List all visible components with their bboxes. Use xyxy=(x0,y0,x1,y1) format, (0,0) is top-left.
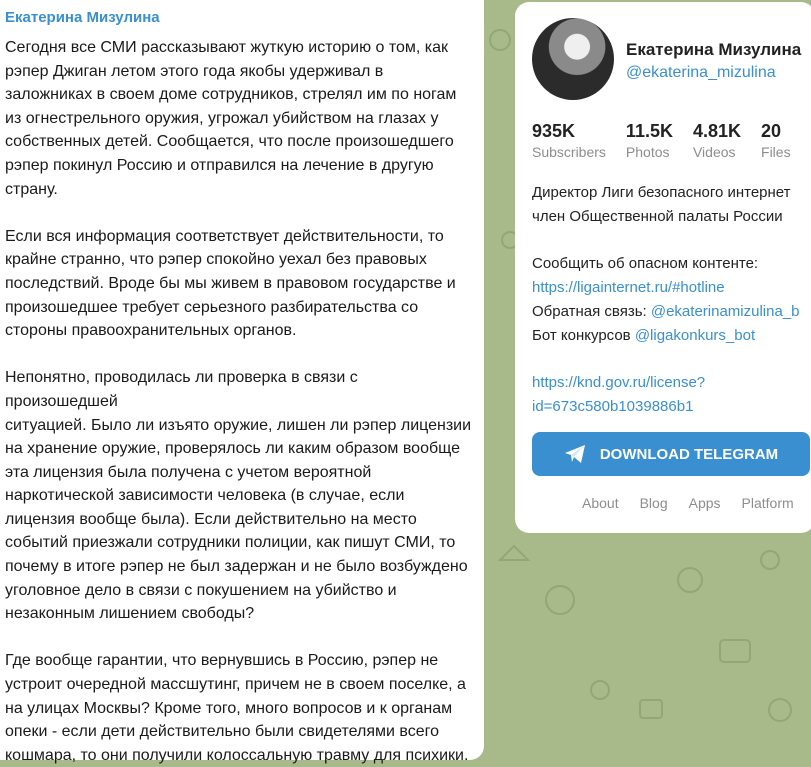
stat-label: Subscribers xyxy=(532,144,606,160)
report-text: Сообщить об опасном контенте: xyxy=(532,255,759,272)
channel-stats xyxy=(532,120,811,162)
post-line: собственных детей. Сообщается, что после произошедшего xyxy=(5,133,454,151)
post-paragraph xyxy=(5,649,474,767)
post-line: почему в итоге рэпер не был задержан и не было возбуждено xyxy=(5,558,468,576)
license-link-cont[interactable]: id=673c580b1039886b1 xyxy=(532,398,694,415)
post-line: кошмара, то они получили колоссальную травму для психики. xyxy=(5,746,469,764)
post-text xyxy=(5,36,474,767)
post-line: рэпер Джиган летом этого года якобы удерживал в xyxy=(5,62,384,80)
stat-files xyxy=(761,120,791,162)
channel-name: Екатерина Мизулина xyxy=(626,40,802,59)
stat-value: 11.5K xyxy=(625,121,673,141)
post-line: последствий. Вроде бы мы живем в правовом государстве и xyxy=(5,274,456,292)
post-line: эта лицензия была получена с учетом вероятной xyxy=(5,463,372,481)
footer-link-apps[interactable]: Apps xyxy=(688,495,721,511)
post-author[interactable]: Екатерина Мизулина xyxy=(5,9,160,26)
post-line: Сегодня все СМИ рассказывают жуткую историю о том, как xyxy=(5,39,449,56)
post-line: лицензия вообще была). Если действительно на место xyxy=(5,510,417,528)
post-line: стороны правоохранительных органов. xyxy=(5,322,297,340)
post-line: страну. xyxy=(5,180,58,198)
post-line: заложниках в своем доме сотрудников, стрелял им по ногам xyxy=(5,86,457,104)
description-line: Директор Лиги безопасного интернет xyxy=(532,184,791,201)
post-line: наркотической зависимости человека (в случае, если xyxy=(5,487,405,505)
description-line: член Общественной палаты России xyxy=(532,208,783,225)
download-label: DOWNLOAD TELEGRAM xyxy=(599,445,779,463)
post-paragraph xyxy=(5,225,474,343)
paper-plane-icon xyxy=(564,444,586,464)
post-line: рэпер покинул Россию и отправился на лечение в другую xyxy=(5,156,434,174)
post-paragraph xyxy=(5,36,474,201)
download-telegram-button[interactable] xyxy=(532,432,810,476)
stat-subscribers xyxy=(532,120,606,162)
stat-videos xyxy=(693,120,741,162)
avatar[interactable] xyxy=(532,18,614,100)
bot-label: Бот конкурсов xyxy=(532,327,631,344)
report-link[interactable]: https://ligainternet.ru/#hotline xyxy=(532,279,725,296)
feedback-label: Обратная связь: xyxy=(532,303,647,320)
post-line: на хранение оружие, проверялось ли каким образом вообще xyxy=(5,440,461,458)
post-line: незаконным лишением свободы? xyxy=(5,605,255,623)
footer-link-about[interactable]: About xyxy=(582,495,619,511)
post-line: Непонятно, проводилась ли проверка в связи с произошедшей xyxy=(5,369,358,410)
stat-label: Photos xyxy=(625,144,670,160)
stat-value: 935K xyxy=(532,121,576,141)
channel-handle[interactable]: @ekaterina_mizulina xyxy=(626,64,776,81)
stat-label: Videos xyxy=(692,144,736,160)
stat-value: 20 xyxy=(761,121,782,141)
stat-photos xyxy=(626,120,673,162)
feedback-link[interactable]: @ekaterinamizulina_b xyxy=(650,303,800,320)
post-line: Где вообще гарантии, что вернувшись в Россию, рэпер не xyxy=(5,652,439,670)
post-line: из огнестрельного оружия, угрожал убийством на глазах у xyxy=(5,109,439,127)
footer-link-platform[interactable]: Platform xyxy=(741,495,794,511)
post-line: Если вся информация соответствует действительности, то xyxy=(5,227,444,245)
channel-description xyxy=(532,181,811,419)
post-line: крайне странно, что рэпер спокойно уехал без правовых xyxy=(5,251,427,269)
footer-link-blog[interactable]: Blog xyxy=(639,495,668,511)
post-line: произошедшее требует серьезного разбирательства со xyxy=(5,298,419,316)
bot-link[interactable]: @ligakonkurs_bot xyxy=(634,327,756,344)
license-link[interactable]: https://knd.gov.ru/license? xyxy=(532,374,706,391)
footer-links xyxy=(582,495,811,511)
stat-label: Files xyxy=(761,144,791,160)
post-line: устроит очередной массшутинг, причем не в своем поселке, а xyxy=(5,676,466,694)
post-line: событий приезжали сотрудники полиции, как пишут СМИ, то xyxy=(5,534,456,552)
post-line: ситуацией. Было ли изъято оружие, лишен ли рэпер лицензии xyxy=(5,416,472,434)
post-line: опеки - если дети действительно были свидетелями всего xyxy=(5,723,439,741)
stat-value: 4.81K xyxy=(692,121,742,141)
post-line: уголовное дело в связи с покушением на убийство и xyxy=(5,581,397,599)
channel-info-card xyxy=(515,2,811,533)
post-line: на улицах Москвы? Кроме того, много вопросов и к органам xyxy=(5,699,453,717)
post-paragraph xyxy=(5,366,474,626)
